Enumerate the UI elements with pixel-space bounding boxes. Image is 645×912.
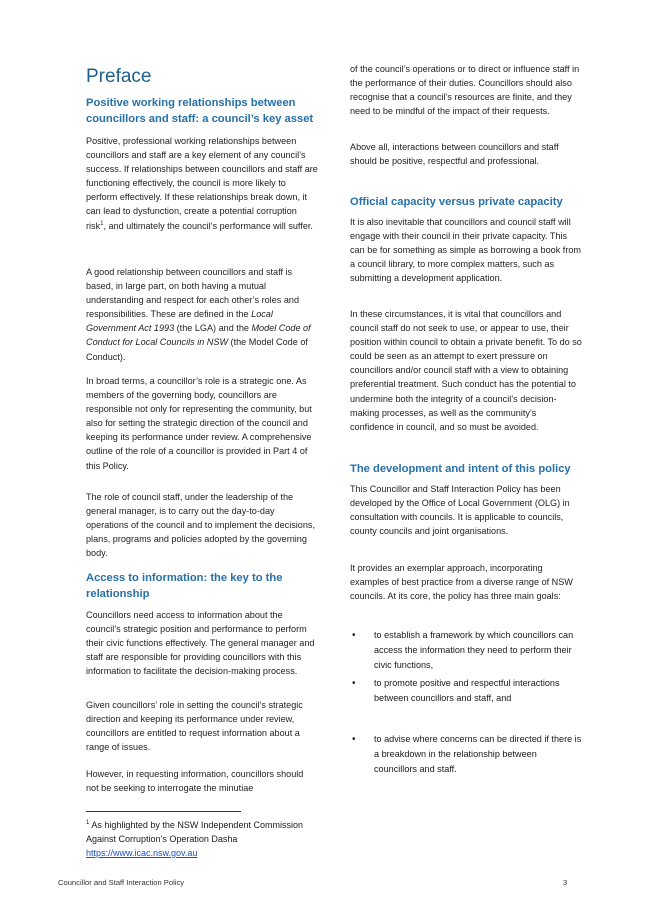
paragraph-entitled-to-request: Given councillors’ role in setting the council’s strategic direction and keeping its performance under review, councillors are entitled to request information about a range of issues. — [86, 700, 303, 753]
bullet-icon: • — [352, 734, 356, 745]
paragraph-relationships-intro: Positive, professional working relationships between councillors and staff are a key element of any council’s success. If relationships between councillors and staff are functioning effectively, the council is more likely to perform effectively. If these relationships break down, it can lead to dysfunction, create a potential corruption risk$^1$, and ultimately the council’s performance will suffer. — [86, 136, 318, 231]
footnote: $^1$ As highlighted by the NSW Independent Commission Against Corruption’s Operation Dasha https://www.icac.nsw.gov.au — [86, 820, 303, 858]
paragraph-staff-role: The role of council staff, under the leadership of the general manager, is to carry out the day-to-day operations of the council and to implement the decisions, plans, programs and policies adopted by the governing body. — [86, 492, 315, 559]
paragraph-private-capacity: It is also inevitable that councillors and council staff will engage with their council in their private capacity. This can be for something as simple as borrowing a book from a council library, to more complex matters, such as submitting a development application. — [350, 217, 581, 284]
paragraph-private-benefit: In these circumstances, it is vital that councillors and council staff do not seek to use, or appear to use, their position within council to obtain a private benefit. To do so could be seen as an attempt to exert pressure on councillors and/or council staff with a view to obtaining preferential treatment. Such conduct has the potential to undermine both the integrity of a council’s decision-making processes, as well as the community’s confidence in council, and so must be avoided. — [350, 309, 582, 432]
paragraph-minutiae: However, in requesting information, councillors should not be seeking to interrogate the minutiae — [86, 769, 304, 794]
icac-link[interactable]: https://www.icac.nsw.gov.au — [86, 848, 198, 858]
list-item: • to establish a framework by which councillors can access the information they need to perform their civic functions, — [352, 630, 574, 670]
page-title: Preface — [86, 66, 152, 87]
list-item: • to promote positive and respectful interactions between councillors and staff, and — [352, 678, 560, 703]
list-item: • to advise where concerns can be directed if there is a breakdown in the relationship between councillors and staff. — [352, 734, 582, 774]
heading-access-to-information: Access to information: the key to the relationship — [86, 572, 283, 600]
paragraph-interactions: Above all, interactions between councillors and staff should be positive, respectful and professional. — [350, 142, 559, 167]
paragraph-operations: of the council’s operations or to direct or influence staff in the performance of their duties. Councillors should also recognise that a council’s resources are finite, and they need to be mindful of the impact of their requests. — [350, 64, 580, 117]
page-number: 3 — [563, 878, 568, 887]
paragraph-access-info: Councillors need access to information about the council’s strategic position and performance to perform their civic functions effectively. The general manager and staff are responsible for providing councillors with this information to facilitate the decision-making process. — [86, 610, 315, 677]
footer-document-title: Councillor and Staff Interaction Policy — [58, 878, 185, 887]
paragraph-exemplar-approach: It provides an exemplar approach, incorporating examples of best practice from a diverse range of NSW councils. At its core, the policy has three main goals: — [350, 563, 573, 602]
paragraph-mutual-understanding: A good relationship between councillors and staff is based, in large part, on both having a mutual understanding and respect for each other’s roles and responsibilities. These are defined in the Local Government Act 1993 (the LGA) and the Model Code of Conduct for Local Councils in NSW (the Model Code of Conduct). — [86, 267, 311, 362]
bullet-icon: • — [352, 630, 356, 641]
heading-positive-relationships: Positive working relationships between councillors and staff: a council’s key asset — [86, 97, 314, 125]
heading-development-intent: The development and intent of this policy — [350, 463, 571, 475]
bullet-icon: • — [352, 678, 356, 689]
paragraph-policy-developed: This Councillor and Staff Interaction Policy has been developed by the Office of Local Government (OLG) in consultation with councils. It is applicable to councils, county councils and joint organisations. — [350, 484, 570, 537]
footnote-ref-1[interactable]: 1 — [100, 220, 104, 227]
heading-official-capacity: Official capacity versus private capacity — [350, 196, 563, 208]
paragraph-councillor-role: In broad terms, a councillor’s role is a strategic one. As members of the governing body, councillors are responsible not only for representing the community, but also for setting the strategic direction of the council and keeping its performance under review. A comprehensive outline of the role of a councillor is provided in Part 4 of this Policy. — [86, 376, 312, 471]
footnote-divider — [86, 811, 241, 812]
